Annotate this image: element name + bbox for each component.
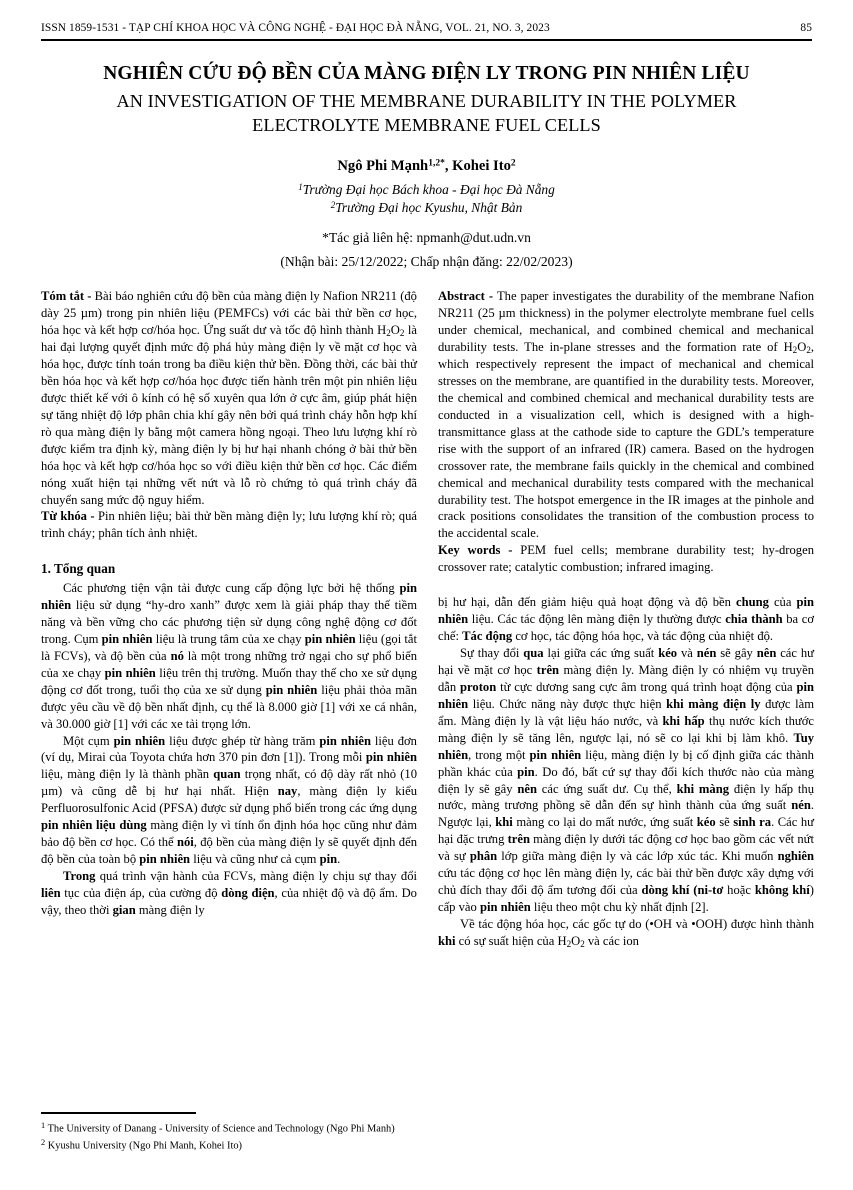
left-paragraph-3 [41,868,417,919]
rp3-d: và các ion [584,933,639,948]
rp2-b23: không khí [754,883,810,898]
title-english [55,90,798,137]
abstract-vietnamese [41,288,417,508]
footnotes-block [41,1120,641,1154]
page-number: 85 [800,22,812,34]
lp2-d: liệu, màng điện ly là thành phần [41,767,214,782]
lp2-b5: nay [277,784,298,799]
rp1-b2: pin nhiên [438,595,814,627]
title-vietnamese: NGHIÊN CỨU ĐỘ BỀN CỦA MÀNG ĐIỆN LY TRONG PIN NHIÊN LIỆU [103,63,750,84]
rp2-w: hoặc [723,883,755,898]
rp2-b: lại giữa các ứng suất [543,646,659,660]
section-heading-1: 1. Tổng quan [41,561,116,577]
rp2-b22: dòng khí (ni-tơ [641,883,724,898]
abstract-vi-body-1: Bài báo nghiên cứu độ bền của màng điện ly Nafion NR211 (độ dày 25 µm) trong pin nhiên liệu (PEMFCs) với các bài thử bền cơ học, hóa học và kết hợp cơ/hóa học. Ứng suất dư và tốc độ hình thành H [41,289,417,337]
rp2-f: màng điện ly. Màng điện ly có nhiệm vụ truyền dẫn [438,662,814,694]
rp3-b1: khi [438,933,456,948]
left-paragraph-1 [41,580,417,732]
rp1-b4: Tác động [462,629,513,644]
rp2-e: các hư hại về mặt cơ học [438,646,814,677]
rp2-b6: proton [460,679,497,694]
rp2-g: từ cực dương sang cực âm trong quá trình hoạt động của [496,679,797,694]
rp2-j: thụ nước kích thước màng điện ly sẽ tăng lên, ngược lại, nó sẽ co lại khi bị làm khô. [438,713,814,745]
rp2-b10: Tuy nhiên [438,730,814,762]
author-names [55,157,798,176]
rp1-b: của [768,595,797,610]
lp2-c: liệu đơn (ví dụ, Mirai của Toyota chứa hơn 370 pin đơn [1]). Trong mỗi [41,733,417,765]
lp2-e: trọng nhất, có độ dày rất nhỏ (10 µm) và cũng dễ bị hư hại nhất. Hiện [41,767,418,799]
rp1-e: cơ học, tác động hóa học, và tác động của nhiệt độ. [512,629,774,644]
footnote-1-text: The University of Danang - University of Science and Technology (Ngo Phi Manh) [47,1123,395,1135]
lp1-b4: nó [170,648,184,663]
affiliation-1-marker: 1 [298,181,303,192]
lp1-d: liệu là trung tâm của xe chạy [152,631,305,646]
rp2-b5: trên [536,662,560,677]
lp1-e: liệu (gọi tắt là FCVs), và độ bền của [41,631,417,663]
abstract-en-body-1: The paper investigates the durability of the membrane Nafion NR211 (25 µm thickness) in the polymer electrolyte membrane fuel cells under chemical, mechanical, and combined chemical and mechanical durability tests. The in-plane stresses and the formation rate of H [438,289,814,354]
lp2-j: . [337,852,341,867]
keywords-en-text: PEM fuel cells; membrane durability test; hy-drogen crossover rate; catalytic combustion; infrared imaging. [438,543,814,575]
lp2-i: liệu và cũng như cả cụm [190,852,320,867]
abstract-en-sub-2: 2 [806,344,811,355]
left-paragraph-2 [41,733,417,869]
footnote-1-marker: 1 [41,1121,46,1130]
rp2-b8: khi màng điện ly [666,696,761,711]
author-1-affiliation-marker: 1,2* [428,158,445,169]
running-head [41,22,812,34]
abstract-vi-sub-2: 2 [399,327,405,338]
lp2-b8: pin nhiên [139,852,191,867]
rp2-n: các ứng suất dư. Cụ thể, [536,781,677,796]
abstract-en-body-3: , which respectively represent the impact of mechanical and chemical stresses on the membrane, are quantified in the durability tests. Moreover, the chemical and combined chemical and mechanical durability tests are conducted in a visualization cell, which is designed with a high-transmittance glass at the cathode side to capture the GDL’s temperature rise with the support of an infrared (IR) camera. Based on the hydrogen crossover rate, the membrane fails quickly in the chemical and combined chemical and mechanical durability tests compared with the mechanical durability test. The hotspot emergence in the IR images at the pinhole and crack positions consolidates the transition of the combustion process to the accidental scale. [438,339,814,541]
right-paragraph-1 [438,594,814,645]
rp2-b7: pin nhiên [438,679,814,711]
rp1-d: ba cơ chế: [438,612,814,644]
lp1-h: liệu phải thỏa mãn được yêu cầu về độ bền nhất định, cụ thể là 8.000 giờ [1] với xe cá nhân, và 30.000 giờ [1] với các xe tải trọng lớn. [41,682,417,731]
rp3-sub2: 2 [580,938,585,949]
abstract-en-label: Abstract - [438,289,497,303]
rp2-t: màng điện ly dưới tác động cơ học bao gồm các vết nứt và sự [438,832,814,864]
corresponding-author-email[interactable]: *Tác giả liên hệ: npmanh@dut.udn.vn [322,230,531,246]
lp3-e: màng điện ly [135,902,205,917]
footnote-2 [41,1137,641,1154]
rp3-sub1: 2 [566,938,572,949]
footnote-separator-rule [41,1112,196,1114]
abstract-vi-body-3: là hai đại lượng quyết định mức độ phá hủy màng điện ly về mặt cơ học và hóa học, được tính toán trong ba điều kiện thử bền. Đồng thời, các bài thử bền hóa học và kết hợp cơ/hóa học được tiến hành trên một pin nhiên liệu được thiết kế với ô kính có hệ số xuyên qua lớn ở cực âm, giúp phát hiện sự tăng nhiệt độ lớp phân chia khí gây nên bởi quá trình cháy hỗn hợp khí rò qua màng điện ly bằng một camera hồng ngoại. Theo lưu lượng khí rò được kiểm tra định kỳ, màng điện ly bị hư hại nhanh chóng ở bài thử bền hóa học và kết hợp cơ/hóa học so với điều kiện thử bền cơ học. Các điểm nóng xuất hiện tại những vết nứt và lỗ rò chứng tỏ quá trình cháy đã chuyển sang mức độ nguy hiểm. [41,322,417,507]
lp1-b1: pin nhiên [41,581,417,612]
affiliation-1-text: Trường Đại học Bách khoa - Đại học Đà Nẵng [302,182,555,198]
rp2-h: liệu. Chức năng này được thực hiện [468,696,667,711]
lp3-b3: gian [112,902,136,917]
lp3-c: tục của điện áp, của cường độ [60,885,222,900]
lp2-a: Một cụm [63,733,114,748]
rp2-b4: nên [756,646,777,660]
rp2-p: . Ngược lại, [438,798,814,830]
keywords-vi-text: Pin nhiên liệu; bài thử bền màng điện ly; lưu lượng khí rò; quá trình cháy; phân tích ảnh nhiệt. [41,509,417,541]
lp1-f: là một trong những trở ngại cho sự phổ biến của xe chạy [41,648,417,680]
rp2-y: liệu theo một chu kỳ nhất định [2]. [530,900,709,915]
rp2-o: điện ly hấp thụ nước, màng trương phồng sẽ dẫn đến sự hình thành của ứng suất [438,781,814,813]
rp2-i: được làm ẩm. Màng điện ly là vật liệu háo nước, và [438,696,814,728]
rp2-b24: pin nhiên [479,900,531,915]
rp1-c: liệu. Các tác động lên màng điện ly thường được [468,612,726,627]
rp1-a: bị hư hại, dẫn đến giảm hiệu quả hoạt động và độ bền [438,595,736,610]
keywords-vi-label: Từ khóa - [41,509,98,524]
lp3-a: Trong [63,869,96,883]
lp3-b2: dòng điện [221,885,275,900]
affiliation-2-marker: 2 [330,200,336,211]
lp3-b1: liên [41,885,61,900]
footnote-2-marker: 2 [41,1137,46,1147]
rp2-l: liệu, màng điện ly bị cố định giữa các thành phần khác của [438,747,814,779]
rp2-u: lớp giữa màng điện ly và các lớp xúc tác. Khi muốn [497,849,778,864]
rp2-b14: khi màng [676,781,730,796]
lp2-h: , độ bền của màng điện ly sẽ quyết định đến độ bền của toàn bộ [41,835,417,867]
author-2-affiliation-marker: 2 [510,158,516,169]
keywords-vietnamese [41,508,417,542]
rp2-q: màng co lại do mất nước, ứng suất [512,815,697,830]
received-accepted-dates: (Nhận bài: 25/12/2022; Chấp nhận đăng: 22/02/2023) [280,254,573,270]
rp1-b3: chia thành [725,612,783,627]
two-column-body [41,288,814,950]
rp2-k: , trong một [468,747,530,762]
lp1-b6: pin nhiên [265,682,318,697]
rp2-b20: phân [469,849,498,864]
author-name-1: Ngô Phi Mạnh [337,158,429,174]
lp1-b2: pin nhiên [101,631,153,646]
title-block [55,62,798,137]
rp1-b1: chung [736,595,769,610]
lp2-b9: pin [319,852,338,867]
lp2-b: liệu được ghép từ hàng trăm [165,733,320,748]
author-name-2: , Kohei Ito [444,158,511,174]
rp2-d: sẽ gây [716,646,757,660]
rp2-b13: nên [517,781,537,796]
rp2-s: . Các hư hại đặc trưng [438,815,814,847]
lp2-g: màng điện ly vì tính ổn định hóa học cũng như đảm bảo độ bền cơ học. Có thể [41,818,417,850]
title-english-line1: AN INVESTIGATION OF THE MEMBRANE DURABILITY IN THE POLYMER [116,91,737,112]
rp2-b15: nén [791,798,811,813]
rp2-x: ) cấp vào [438,883,814,915]
abstract-english [438,288,814,542]
lp2-b6: pin nhiên liệu dùng [41,818,147,833]
affiliation-2-text: Trường Đại học Kyushu, Nhật Bản [335,200,523,216]
title-english-line2: ELECTROLYTE MEMBRANE FUEL CELLS [252,114,601,135]
right-column [438,288,814,950]
header-rule [41,39,812,41]
rp2-r: sẽ [715,815,734,830]
lp1-c: liệu sử dụng “hy-dro xanh” được xem là giải pháp thay thế tiềm năng và bền vững cho các phương tiện sử dụng công nghệ động cơ đốt trong. Cụm [41,598,417,646]
lp2-b1: pin nhiên [113,733,166,748]
lp1-b3: pin nhiên [304,631,356,646]
lp1-b5: pin nhiên [104,665,156,680]
footnote-2-text: Kyushu University (Ngo Phi Manh, Kohei Ito) [47,1140,242,1152]
rp2-b12: pin [517,764,535,779]
rp2-b21: nghiên [777,849,814,864]
authors-block [55,157,798,270]
abstract-en-sub-1: 2 [792,344,798,355]
rp2-b2: kéo [658,646,678,660]
rp3-a: Về tác động hóa học, các gốc tự do (•OH và •OOH) được hình thành [460,917,814,931]
rp2-v: cứu tác động cơ học lên màng điện ly, các bài thử bền được xây dựng với chủ đích thay đổi độ ẩm tương đối của [438,866,814,898]
rp2-c: và [677,646,697,660]
right-paragraph-2 [438,645,814,916]
rp2-b16: khi [495,815,513,830]
lp2-b3: pin nhiên [365,750,417,765]
right-paragraph-3 [438,916,814,950]
abstract-en-body-2: O [797,339,807,354]
rp2-b9: khi hấp [662,713,705,728]
left-column [41,288,417,950]
lp3-b: quá trình vận hành của FCVs, màng điện ly chịu sự thay đổi [95,869,417,883]
lp2-b2: pin nhiên [319,733,371,748]
abstract-vi-sub-1: 2 [386,327,391,338]
rp2-b17: kéo [696,815,716,830]
abstract-vi-label: Tóm tắt - [41,289,95,303]
lp1-a: Các phương tiện vận tải được cung cấp động lực bởi hệ thống [63,581,400,596]
rp3-c: O [571,933,581,948]
rp2-a: Sự thay đổi [460,646,524,660]
abstract-vi-body-2: O [390,322,400,337]
rp2-b11: pin nhiên [529,747,582,762]
rp2-b19: trên [507,832,530,847]
keywords-english [438,542,814,576]
footnote-1 [41,1120,641,1137]
rp2-b1: qua [523,646,544,660]
lp2-b7: nói [176,835,194,850]
keywords-en-label: Key words - [438,543,521,558]
lp2-b4: quan [213,767,241,782]
lp3-d: , của nhiệt độ và độ ẩm. Do vậy, theo thời [41,885,417,917]
lp1-g: liệu trên thị trường. Muốn thay thế cho xe sử dụng động cơ đốt trong, tuổi thọ của xe sử dụng [41,665,417,697]
rp2-m: . Do đó, bất cứ sự thay đổi kích thước nào của màng điện ly sẽ gây [438,764,814,796]
rp2-b3: nén [696,646,717,660]
affiliation-2 [55,199,798,217]
journal-citation-line: ISSN 1859-1531 - TẠP CHÍ KHOA HỌC VÀ CÔNG NGHỆ - ĐẠI HỌC ĐÀ NẴNG, VOL. 21, NO. 3, 2023 [41,22,550,34]
lp2-f: , màng điện ly kiểu Perfluorosulfonic Acid (PFSA) được sử dụng phổ biến trong các ứng dụng [41,784,417,816]
affiliation-1 [55,181,798,199]
rp3-b: có sự suất hiện của H [455,933,567,948]
rp2-b18: sinh ra [733,815,772,830]
